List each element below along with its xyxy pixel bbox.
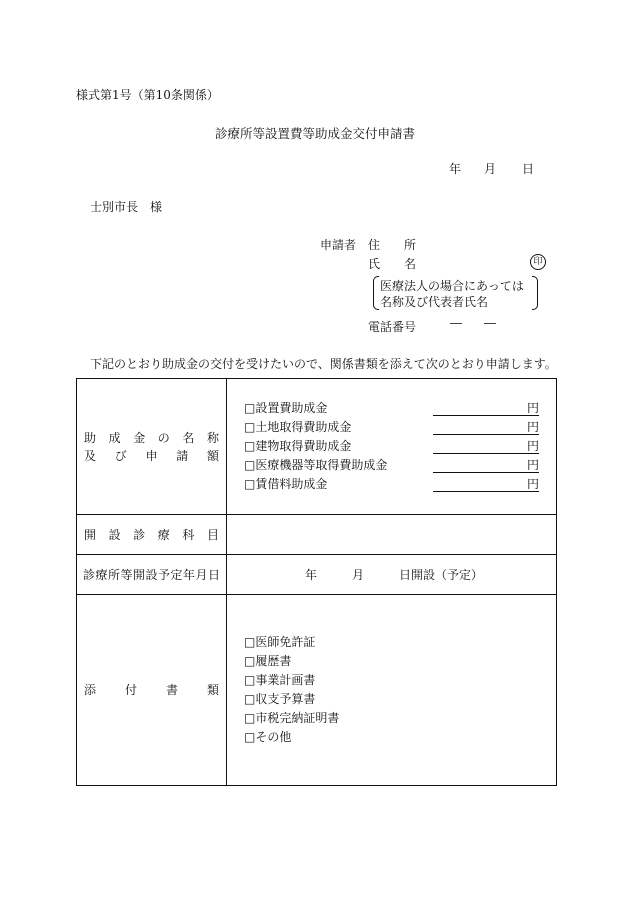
attachment-item[interactable]: □履歴書 xyxy=(244,654,292,668)
grant-amount-field[interactable]: 円 xyxy=(433,399,539,416)
label-char: 添 xyxy=(84,683,97,697)
grant-item[interactable] xyxy=(227,475,556,494)
opening-date-value[interactable] xyxy=(227,566,556,584)
attachments-label xyxy=(77,681,226,699)
address-label: 住 所 xyxy=(368,238,417,252)
grant-name[interactable]: □設置費助成金 xyxy=(244,401,328,415)
corp-note-line1: 医療法人の場合にあっては xyxy=(380,279,524,293)
label-char: び xyxy=(114,448,127,463)
opening-date-label-cell xyxy=(77,555,227,595)
date-month: 月 xyxy=(484,162,497,176)
application-date xyxy=(449,160,534,177)
grant-name[interactable]: □土地取得費助成金 xyxy=(244,420,352,434)
phone-dash: ― xyxy=(484,316,496,330)
attachments-list-cell xyxy=(227,595,557,786)
intro-text: 下記のとおり助成金の交付を受けたいので、関係書類を添えて次のとおり申請します。 xyxy=(90,357,557,371)
department-value-cell[interactable] xyxy=(227,515,557,555)
label-char: 請 xyxy=(176,448,189,463)
attachment-item[interactable]: □事業計画書 xyxy=(244,673,316,687)
attachments-list xyxy=(227,633,556,747)
grant-item[interactable] xyxy=(227,418,556,437)
grant-item[interactable] xyxy=(227,456,556,475)
label-char: 及 xyxy=(84,448,97,463)
corporation-note xyxy=(373,276,538,310)
label-char: 付 xyxy=(124,683,137,697)
opening-day: 日開設（予定） xyxy=(399,567,484,582)
label-char: 助 xyxy=(84,430,97,445)
label-char: 額 xyxy=(206,448,219,463)
left-bracket xyxy=(373,276,379,310)
grant-list-cell xyxy=(227,379,557,515)
grant-name[interactable]: □賃借料助成金 xyxy=(244,477,328,491)
label-char: 科 xyxy=(182,527,195,542)
grant-label-line2 xyxy=(77,447,226,465)
grant-name[interactable]: □建物取得費助成金 xyxy=(244,439,352,453)
label-char: 申 xyxy=(145,448,158,463)
label-char: の xyxy=(157,430,170,445)
grant-amount-field[interactable]: 円 xyxy=(433,437,539,454)
label-char: 書 xyxy=(165,683,178,697)
name-label: 氏 名 xyxy=(368,257,417,271)
department-label xyxy=(77,526,226,544)
attachment-item[interactable]: □市税完納証明書 xyxy=(244,711,340,725)
label-char: 成 xyxy=(108,430,121,445)
opening-month: 月 xyxy=(352,567,365,582)
grant-name[interactable]: □医療機器等取得費助成金 xyxy=(244,458,388,472)
grant-row xyxy=(77,379,557,515)
grant-label-line1 xyxy=(77,429,226,447)
label-char: 金 xyxy=(133,430,146,445)
label-char: 療 xyxy=(157,527,170,542)
label-char: 開 xyxy=(84,527,97,542)
grant-label-cell xyxy=(77,379,227,515)
grant-item[interactable] xyxy=(227,437,556,456)
label-char: 設 xyxy=(108,527,121,542)
right-bracket xyxy=(532,276,538,310)
opening-date-label: 診療所等開設予定年月日 xyxy=(83,568,221,582)
attachment-item[interactable]: □収支予算書 xyxy=(244,692,316,706)
grant-amount-field[interactable]: 円 xyxy=(433,475,539,492)
grant-item[interactable] xyxy=(227,399,556,418)
attachments-row xyxy=(77,595,557,786)
grant-list xyxy=(227,399,556,494)
page-title: 診療所等設置費等助成金交付申請書 xyxy=(214,126,415,141)
grant-amount-field[interactable]: 円 xyxy=(433,456,539,473)
seal-mark: 印 xyxy=(530,254,546,270)
attachment-item[interactable]: □その他 xyxy=(244,730,292,744)
corp-note-line2: 名称及び代表者氏名 xyxy=(380,295,489,309)
department-label-cell xyxy=(77,515,227,555)
opening-date-value-cell[interactable] xyxy=(227,555,557,595)
phone-label: 電話番号 xyxy=(368,320,417,334)
label-char: 名 xyxy=(182,430,195,445)
grant-amount-field[interactable]: 円 xyxy=(433,418,539,435)
attachments-label-cell xyxy=(77,595,227,786)
phone-dash: ― xyxy=(450,316,462,330)
department-row xyxy=(77,515,557,555)
attachment-item[interactable]: □医師免許証 xyxy=(244,635,316,649)
date-year: 年 xyxy=(449,162,462,176)
application-table xyxy=(76,378,557,786)
opening-year: 年 xyxy=(305,567,318,582)
label-char: 類 xyxy=(206,683,219,697)
label-char: 目 xyxy=(206,527,219,542)
label-char: 診 xyxy=(133,527,146,542)
form-number: 様式第1号（第10条関係） xyxy=(76,88,219,102)
date-day: 日 xyxy=(522,162,535,176)
opening-date-row xyxy=(77,555,557,595)
label-char: 称 xyxy=(206,430,219,445)
addressee: 士別市長 様 xyxy=(90,200,163,214)
applicant-label: 申請者 xyxy=(320,238,357,252)
